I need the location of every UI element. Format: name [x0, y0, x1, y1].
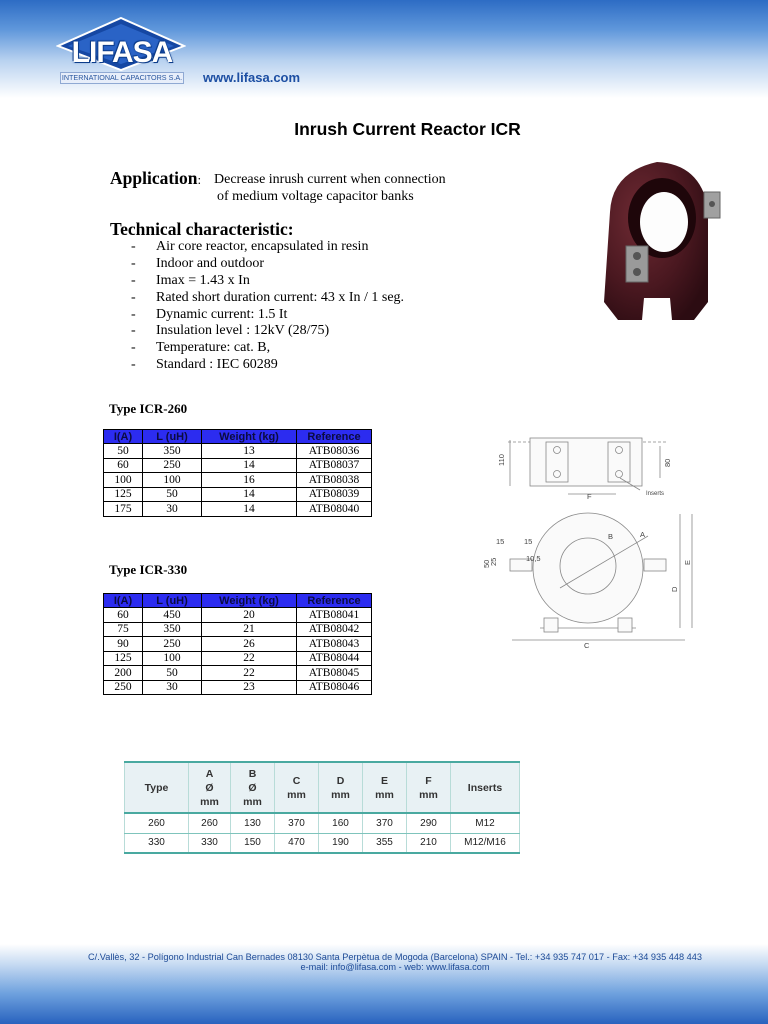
col-header-reference: Reference [297, 430, 372, 444]
dim-a-label: A [640, 530, 646, 539]
col-header-inductance: L (uH) [143, 594, 202, 608]
application-text-line1: Decrease inrush current when connection [214, 172, 446, 187]
application-text-line2: of medium voltage capacitor banks [217, 189, 414, 204]
dim-80-label: 80 [663, 458, 672, 467]
header-banner [0, 0, 768, 98]
table-header-row [104, 430, 372, 444]
logo-wordmark: LIFASA [71, 36, 173, 69]
table-row: 75 350 21 ATB08042 [104, 622, 372, 637]
front-view [510, 513, 692, 640]
col-header-current: I(A) [104, 594, 143, 608]
application-colon: : [197, 172, 202, 187]
dim-col-f: F mm [407, 762, 451, 813]
table-row: 60 250 14 ATB08037 [104, 458, 372, 473]
table-icr330 [103, 593, 372, 695]
technical-item: - Dynamic current: 1.5 It [131, 306, 288, 322]
technical-item: - Air core reactor, encapsulated in resin [131, 239, 369, 254]
table-icr260-label: Type ICR-260 [109, 401, 188, 416]
page-title: Inrush Current Reactor ICR [294, 119, 521, 139]
table-row: 100 100 16 ATB08038 [104, 473, 372, 488]
application-heading [110, 168, 201, 189]
dim-25-label: 25 [489, 557, 498, 566]
col-header-reference: Reference [297, 594, 372, 608]
dim-b-label: B [608, 532, 614, 541]
inserts-label: Inserts [646, 491, 665, 497]
technical-item: - Indoor and outdoor [131, 255, 265, 271]
table-row: 200 50 22 ATB08045 [104, 666, 372, 681]
dim-15-left: 15 [496, 537, 505, 546]
application-label: Application [110, 168, 198, 188]
dim-c-label: C [584, 641, 590, 650]
dim-e-label: E [683, 559, 692, 565]
table-icr330-label: Type ICR-330 [109, 562, 188, 577]
col-header-inductance: L (uH) [143, 430, 202, 444]
logo-subtitle: INTERNATIONAL CAPACITORS S.A. [61, 73, 183, 82]
dim-10-5-label: 10,5 [526, 554, 541, 563]
dim-d-label: D [670, 586, 679, 592]
dimensions-header-row [125, 762, 520, 813]
dim-col-b: B Ø mm [231, 762, 275, 813]
col-header-weight: Weight (kg) [202, 594, 297, 608]
technical-heading: Technical characteristic: [110, 219, 294, 239]
table-icr260 [103, 429, 372, 517]
website-link[interactable]: www.lifasa.com [203, 70, 301, 85]
dim-110-label: 110 [497, 454, 506, 466]
technical-item: - Rated short duration current: 43 x In / 1 seg. [131, 289, 405, 305]
top-view [508, 438, 668, 494]
table-row: 125 100 22 ATB08044 [104, 651, 372, 666]
dim-col-a: A Ø mm [189, 762, 231, 813]
footer-address: C/.Vallès, 32 - Polígono Industrial Can Bernades 08130 Santa Perpètua de Mogoda (Barcelona) SPAIN - Tel.: +34 935 747 017 - Fax: +34 935 448 443 [88, 952, 702, 962]
col-header-weight: Weight (kg) [202, 430, 297, 444]
footer-banner [0, 944, 768, 1024]
table-row: 50 350 13 ATB08036 [104, 444, 372, 459]
dimension-drawing [480, 432, 710, 654]
reactor-photo [582, 152, 732, 330]
dim-50-label: 50 [482, 559, 491, 568]
lifasa-logo [56, 16, 186, 88]
col-header-current: I(A) [104, 430, 143, 444]
technical-item: - Insulation level : 12kV (28/75) [131, 323, 330, 339]
dim-col-inserts: Inserts [451, 762, 520, 813]
table-row: 250 30 23 ATB08046 [104, 680, 372, 695]
technical-item: - Standard : IEC 60289 [131, 357, 278, 373]
dim-col-type: Type [125, 762, 189, 813]
dimensions-row: 260 260 130 370 160 370 290 M12 [125, 813, 520, 833]
dim-15-right: 15 [524, 537, 533, 546]
dimensions-table [124, 761, 520, 854]
table-row: 90 250 26 ATB08043 [104, 637, 372, 652]
table-row: 175 30 14 ATB08040 [104, 502, 372, 517]
dim-col-c: C mm [275, 762, 319, 813]
dim-f-label: F [587, 492, 592, 501]
footer-contact[interactable]: e-mail: info@lifasa.com - web: www.lifasa.com [300, 962, 490, 972]
table-row: 60 450 20 ATB08041 [104, 608, 372, 623]
technical-item: - Temperature: cat. B, [131, 340, 271, 356]
technical-item: - Imax = 1.43 x In [131, 272, 250, 288]
table-header-row [104, 594, 372, 608]
dim-col-e: E mm [363, 762, 407, 813]
dim-col-d: D mm [319, 762, 363, 813]
table-row: 125 50 14 ATB08039 [104, 487, 372, 502]
technical-list [131, 239, 404, 374]
dimensions-row: 330 330 150 470 190 355 210 M12/M16 [125, 833, 520, 853]
